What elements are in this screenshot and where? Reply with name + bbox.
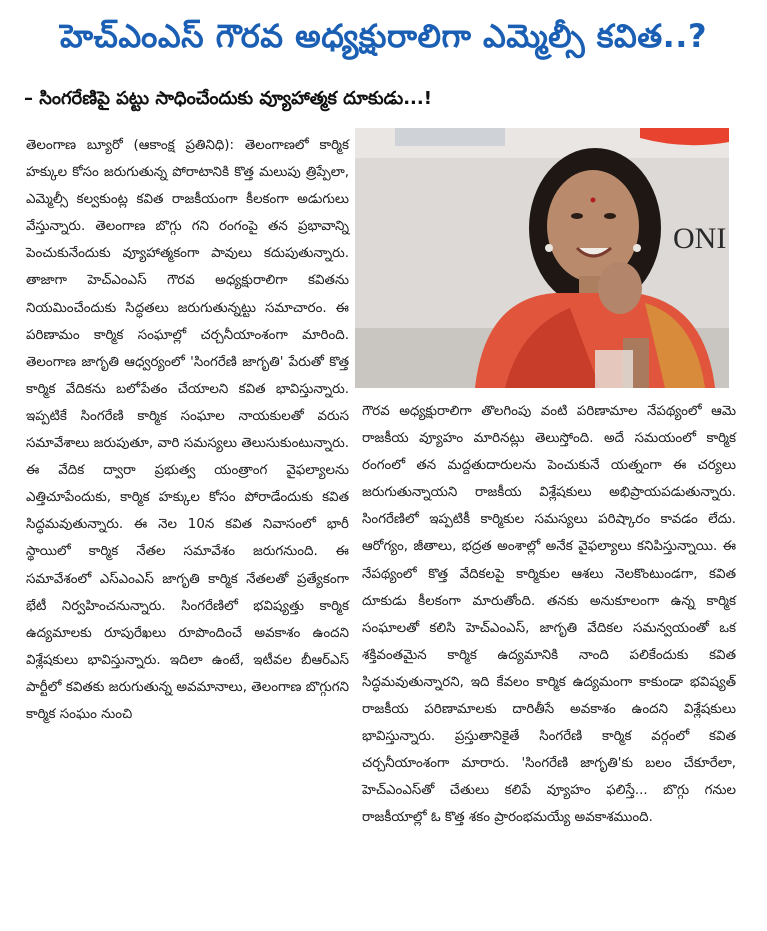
body-paragraph-left: తెలంగాణ బ్యూరో (ఆకాంక్ష ప్రతినిధి): తెలంగాణలో కార్మిక హక్కుల కోసం జరుగుతున్న పోరాటానికి కొత్త మలుపు త్రిప్పేలా, ఎమ్మెల్సీ కల్వకుంట్ల కవిత రాజకీయంగా కీలకంగా అడుగులు వేస్తున్నారు. తెలంగాణ బొగ్గు గని రంగంపై తన ప్రభావాన్ని పెంచుకునేందుకు వ్యూహాత్మకంగా పావులు కదుపుతున్నారు. తాజాగా హెచ్ఎంఎస్ గౌరవ అధ్యక్షురాలిగా కవితను నియమించేందుకు సిద్ధతలు జరుగుతున్నట్టు సమాచారం. ఈ పరిణామం కార్మిక సంఘాల్లో చర్చనీయాంశంగా మారింది. తెలంగాణ జాగృతి ఆధ్వర్యంలో 'సింగరేణి జాగృతి' పేరుతో కొత్త కార్మిక వేదికను బలోపేతం చేయాలని కవిత భావిస్తున్నారు. ఇప్పటికే సింగరేణి కార్మిక సంఘాల నాయకులతో వరుస సమావేశాలు జరుపుతూ, వారి సమస్యలు తెలుసుకుంటున్నారు. ఈ వేదిక ద్వారా ప్రభుత్వ యంత్రాంగ వైఫల్యాలను ఎత్తిచూపేందుకు, కార్మిక హక్కుల కోసం పోరాడేందుకు కవిత సిద్ధమవుతున్నారు. ఈ నెల 10న కవిత నివాసంలో భారీ స్థాయిలో కార్మిక నేతల సమావేశం జరుగనుంది. ఈ సమావేశంలో ఎస్ఎంఎస్ జాగృతి కార్మిక నేతలతో ప్రత్యేకంగా భేటీ నిర్వహించనున్నారు. సింగరేణిలో భవిష్యత్తు కార్మిక ఉద్యమాలకు రూపురేఖలు రూపొందించే అవకాశం ఉందని విశ్లేషకులు భావిస్తున్నారు. ఇదిలా ఉంటే, ఇటీవల బీఆర్ఎస్ పార్టీలో కవితకు జరుగుతున్న అవమానాలు, తెలంగాణ బొగ్గుగని కార్మిక సంఘం నుంచి (26, 138, 349, 722)
right-text-column (362, 398, 736, 832)
article-headline: హెచ్ఎంఎస్ గౌరవ అధ్యక్షురాలిగా ఎమ్మెల్సీ కవిత..? (59, 17, 708, 55)
article-subheadline: – సింగరేణిపై పట్టు సాధించేందుకు వ్యూహాత్మక దూకుడు...! (24, 88, 432, 109)
body-paragraph-right: గౌరవ అధ్యక్షురాలిగా తొలగింపు వంటి పరిణామాల నేపథ్యంలో ఆమె రాజకీయ వ్యూహం మారినట్లు తెలుస్తోంది. అదే సమయంలో కార్మిక రంగంలో తన మద్దతుదారులను పెంచుకునే యత్నంగా ఈ చర్యలు జరుగుతున్నాయని రాజకీయ విశ్లేషకులు అభిప్రాయపడుతున్నారు. సింగరేణిలో ఇప్పటికీ కార్మికుల సమస్యలు పరిష్కారం కావడం లేదు. ఆరోగ్యం, జీతాలు, భద్రత అంశాల్లో అనేక వైఫల్యాలు కనిపిస్తున్నాయి. ఈ నేపథ్యంలో కొత్త వేదికలపై కార్మికుల ఆశలు నెలకొంటుండగా, కవిత దూకుడు కీలకంగా మారుతోంది. తనకు అనుకూలంగా ఉన్న కార్మిక సంఘాలతో కలిసి హెచ్ఎంఎస్, జాగృతి వేదికల సమన్వయంతో ఒక శక్తివంతమైన కార్మిక ఉద్యమానికి నాంది పలికేందుకు కవిత సిద్ధమవుతున్నారని, ఇది కేవలం కార్మిక ఉద్యమంగా కాకుండా భవిష్యత్ రాజకీయ పరిణామాలకు దారితీసే అవకాశం ఉందని విశ్లేషకులు భావిస్తున్నారు. ప్రస్తుతానికైతే సింగరేణి కార్మిక వర్గంలో కవిత చర్చనీయాంశంగా మారారు. 'సింగరేణి జాగృతి'కు బలం చేకూరేలా, హెచ్ఎంఎస్‌తో చేతులు కలిపే వ్యూహం ఫలిస్తే... బొగ్గు గనుల రాజకీయాల్లో ఓ కొత్త శకం ప్రారంభమయ్యే అవకాశముంది. (362, 404, 736, 826)
article-photo (355, 128, 729, 388)
left-text-column (26, 132, 349, 728)
photo-backdrop-text: ONI (673, 222, 727, 255)
